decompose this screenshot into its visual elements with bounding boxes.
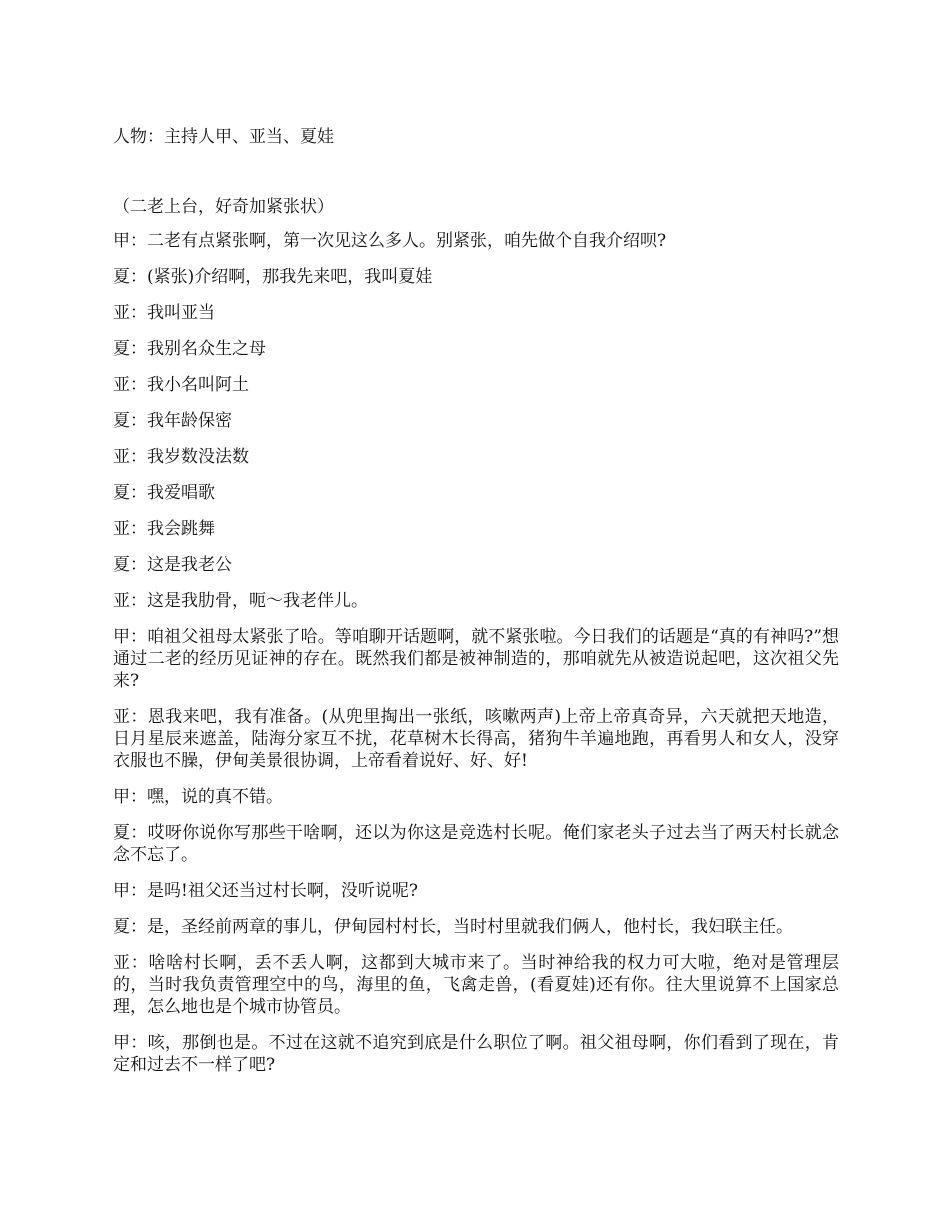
- dialogue-line: 夏：(紧张)介绍啊，那我先来吧，我叫夏娃: [113, 267, 433, 287]
- dialogue-line: 夏：是，圣经前两章的事儿，伊甸园村村长，当时村里就我们俩人，他村长，我妇联主任。: [113, 917, 793, 937]
- dialogue-line: 夏：我爱唱歌: [113, 483, 215, 503]
- dialogue-line: 夏：哎呀你说你写那些干啥啊，还以为你这是竞选村长呢。俺们家老头子过去当了两天村长就念念不忘了。: [113, 823, 839, 865]
- dialogue-line: 亚：啥啥村长啊，丢不丢人啊，这都到大城市来了。当时神给我的权力可大啦，绝对是管理层的，当时我负责管理空中的鸟，海里的鱼，飞禽走兽，(看夏娃)还有你。往大里说算不上国家总理，怎么地也是个城市协管员。: [113, 953, 839, 1017]
- dialogue-line: 亚：恩我来吧，我有准备。(从兜里掏出一张纸，咳嗽两声)上帝上帝真奇异，六天就把天地造，日月星辰来遮盖，陆海分家互不扰，花草树木长得高，猪狗牛羊遍地跑，再看男人和女人，没穿衣服也不臊，伊甸美景很协调，上帝看着说好、好、好!: [113, 707, 839, 771]
- document-body: [113, 124, 839, 1090]
- stage-direction: （二老上台，好奇加紧张状）: [113, 197, 334, 217]
- dialogue-line: 甲：咳，那倒也是。不过在这就不追究到底是什么职位了啊。祖父祖母啊，你们看到了现在，肯定和过去不一样了吧?: [113, 1033, 839, 1075]
- dialogue-line: 甲：是吗!祖父还当过村长啊，没听说呢?: [113, 881, 418, 901]
- dialogue-line: 亚：我岁数没法数: [113, 447, 249, 467]
- dialogue-line: 夏：这是我老公: [113, 555, 232, 575]
- dialogue-line: 夏：我别名众生之母: [113, 339, 266, 359]
- character-list: 人物：主持人甲、亚当、夏娃: [113, 127, 334, 147]
- dialogue-line: 亚：这是我肋骨，呃～我老伴儿。: [113, 591, 368, 611]
- dialogue-line: 甲：二老有点紧张啊，第一次见这么多人。别紧张，咱先做个自我介绍呗?: [113, 231, 667, 251]
- dialogue-line: 甲：咱祖父祖母太紧张了哈。等咱聊开话题啊，就不紧张啦。今日我们的话题是“真的有神吗?”想通过二老的经历见证神的存在。既然我们都是被神制造的，那咱就先从被造说起吧，这次祖父先来?: [113, 627, 839, 691]
- dialogue-line: 夏：我年龄保密: [113, 411, 232, 431]
- dialogue-line: 亚：我小名叫阿土: [113, 375, 249, 395]
- dialogue-line: 亚：我叫亚当: [113, 303, 215, 323]
- dialogue-line: 甲：嘿，说的真不错。: [113, 787, 283, 807]
- dialogue-line: 亚：我会跳舞: [113, 519, 215, 539]
